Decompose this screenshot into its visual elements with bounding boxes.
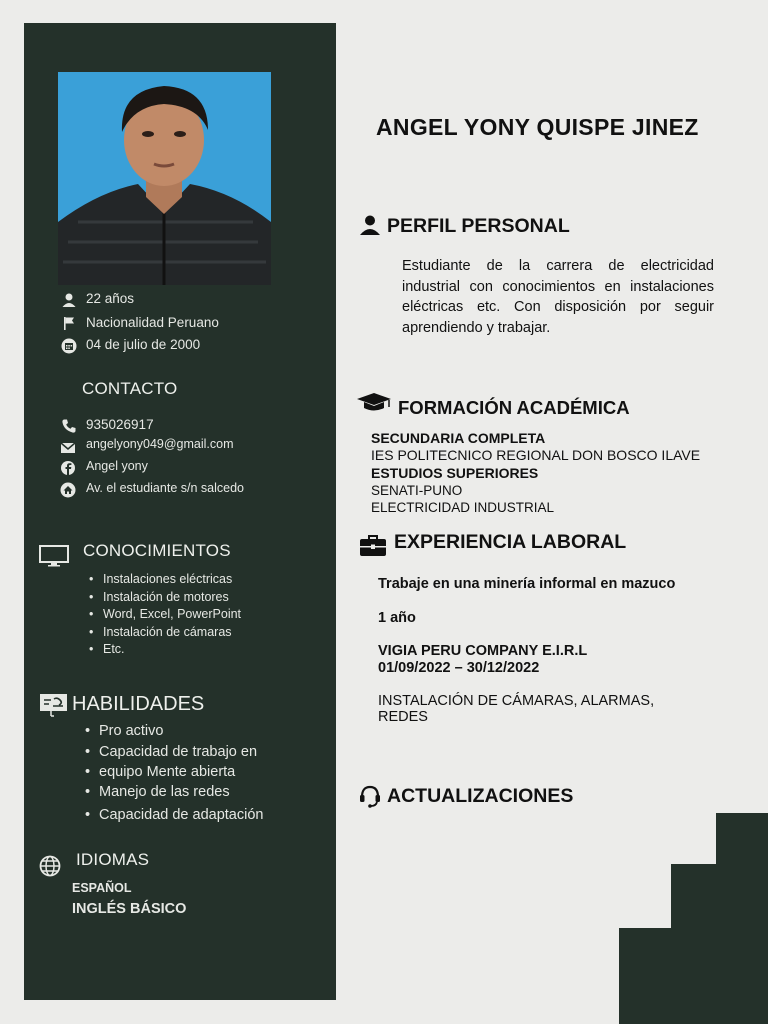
list-item: • Manejo de las redes bbox=[85, 784, 263, 808]
decorative-step bbox=[619, 928, 768, 1024]
monitor-icon bbox=[39, 545, 69, 567]
experience-job: Trabaje en una minería informal en mazuco bbox=[378, 576, 676, 592]
home-icon bbox=[60, 482, 76, 498]
knowledge-heading: CONOCIMIENTOS bbox=[83, 541, 231, 560]
calendar-icon bbox=[61, 338, 77, 354]
experience-dates: 01/09/2022 – 30/12/2022 bbox=[378, 660, 540, 676]
skills-heading: HABILIDADES bbox=[72, 693, 205, 715]
education-school: SENATI-PUNO bbox=[371, 483, 463, 498]
experience-heading: EXPERIENCIA LABORAL bbox=[394, 531, 627, 553]
phone-text[interactable]: 935026917 bbox=[86, 417, 154, 432]
person-icon bbox=[359, 214, 381, 236]
experience-duration: 1 año bbox=[378, 610, 416, 626]
address-text: Av. el estudiante s/n salcedo bbox=[86, 481, 244, 495]
updates-heading: ACTUALIZACIONES bbox=[387, 785, 574, 807]
education-heading: FORMACIÓN ACADÉMICA bbox=[398, 397, 630, 418]
profile-text: Estudiante de la carrera de electricidad industrial con conocimientos en instalaciones eléctricas etc. Con disposición por seguir aprendiendo y trabajar. bbox=[402, 258, 714, 336]
education-level: ESTUDIOS SUPERIORES bbox=[371, 465, 539, 481]
list-item: • Capacidad de adaptación bbox=[85, 807, 263, 823]
nationality-text: Nacionalidad Peruano bbox=[86, 315, 219, 330]
facebook-text[interactable]: Angel yony bbox=[86, 459, 148, 473]
globe-icon bbox=[39, 855, 61, 877]
education-level: SECUNDARIA COMPLETA bbox=[371, 430, 546, 446]
skills-list bbox=[85, 723, 263, 823]
page-title: ANGEL YONY QUISPE JINEZ bbox=[376, 114, 699, 140]
list-item: • Instalación de motores bbox=[89, 589, 241, 607]
list-item: • Etc. bbox=[89, 641, 241, 659]
facebook-icon bbox=[60, 460, 76, 476]
contact-heading: CONTACTO bbox=[82, 379, 178, 398]
list-item: • Instalación de cámaras bbox=[89, 624, 241, 642]
phone-icon bbox=[61, 418, 77, 434]
experience-company-block bbox=[378, 643, 587, 677]
experience-role: INSTALACIÓN DE CÁMARAS, ALARMAS, REDES bbox=[378, 693, 655, 725]
briefcase-icon bbox=[359, 534, 387, 558]
education-block bbox=[371, 430, 700, 516]
list-item: • Pro activo bbox=[85, 723, 263, 744]
birthdate-text: 04 de julio de 2000 bbox=[86, 337, 201, 352]
flag-icon bbox=[61, 315, 77, 331]
email-icon bbox=[60, 440, 76, 456]
email-text[interactable]: angelyony049@gmail.com bbox=[86, 437, 234, 451]
experience-company: VIGIA PERU COMPANY E.I.R.L bbox=[378, 643, 588, 659]
education-school: IES POLITECNICO REGIONAL DON BOSCO ILAVE bbox=[371, 447, 701, 463]
list-item: • Word, Excel, PowerPoint bbox=[89, 606, 241, 624]
headset-icon bbox=[359, 784, 381, 810]
age-text: 22 años bbox=[86, 291, 135, 306]
profile-photo bbox=[58, 72, 271, 285]
graduation-cap-icon bbox=[356, 392, 392, 414]
person-icon bbox=[61, 292, 77, 308]
languages-heading: IDIOMAS bbox=[76, 850, 150, 869]
list-item: • equipo Mente abierta bbox=[85, 764, 263, 784]
list-item: • Instalaciones eléctricas bbox=[89, 571, 241, 589]
profile-heading: PERFIL PERSONAL bbox=[387, 215, 570, 237]
skills-board-icon bbox=[39, 693, 68, 717]
language-english: INGLÉS BÁSICO bbox=[72, 901, 187, 917]
list-item: • Capacidad de trabajo en bbox=[85, 744, 263, 765]
language-spanish: ESPAÑOL bbox=[72, 881, 132, 895]
education-career: ELECTRICIDAD INDUSTRIAL bbox=[371, 500, 555, 515]
knowledge-list bbox=[89, 571, 241, 659]
